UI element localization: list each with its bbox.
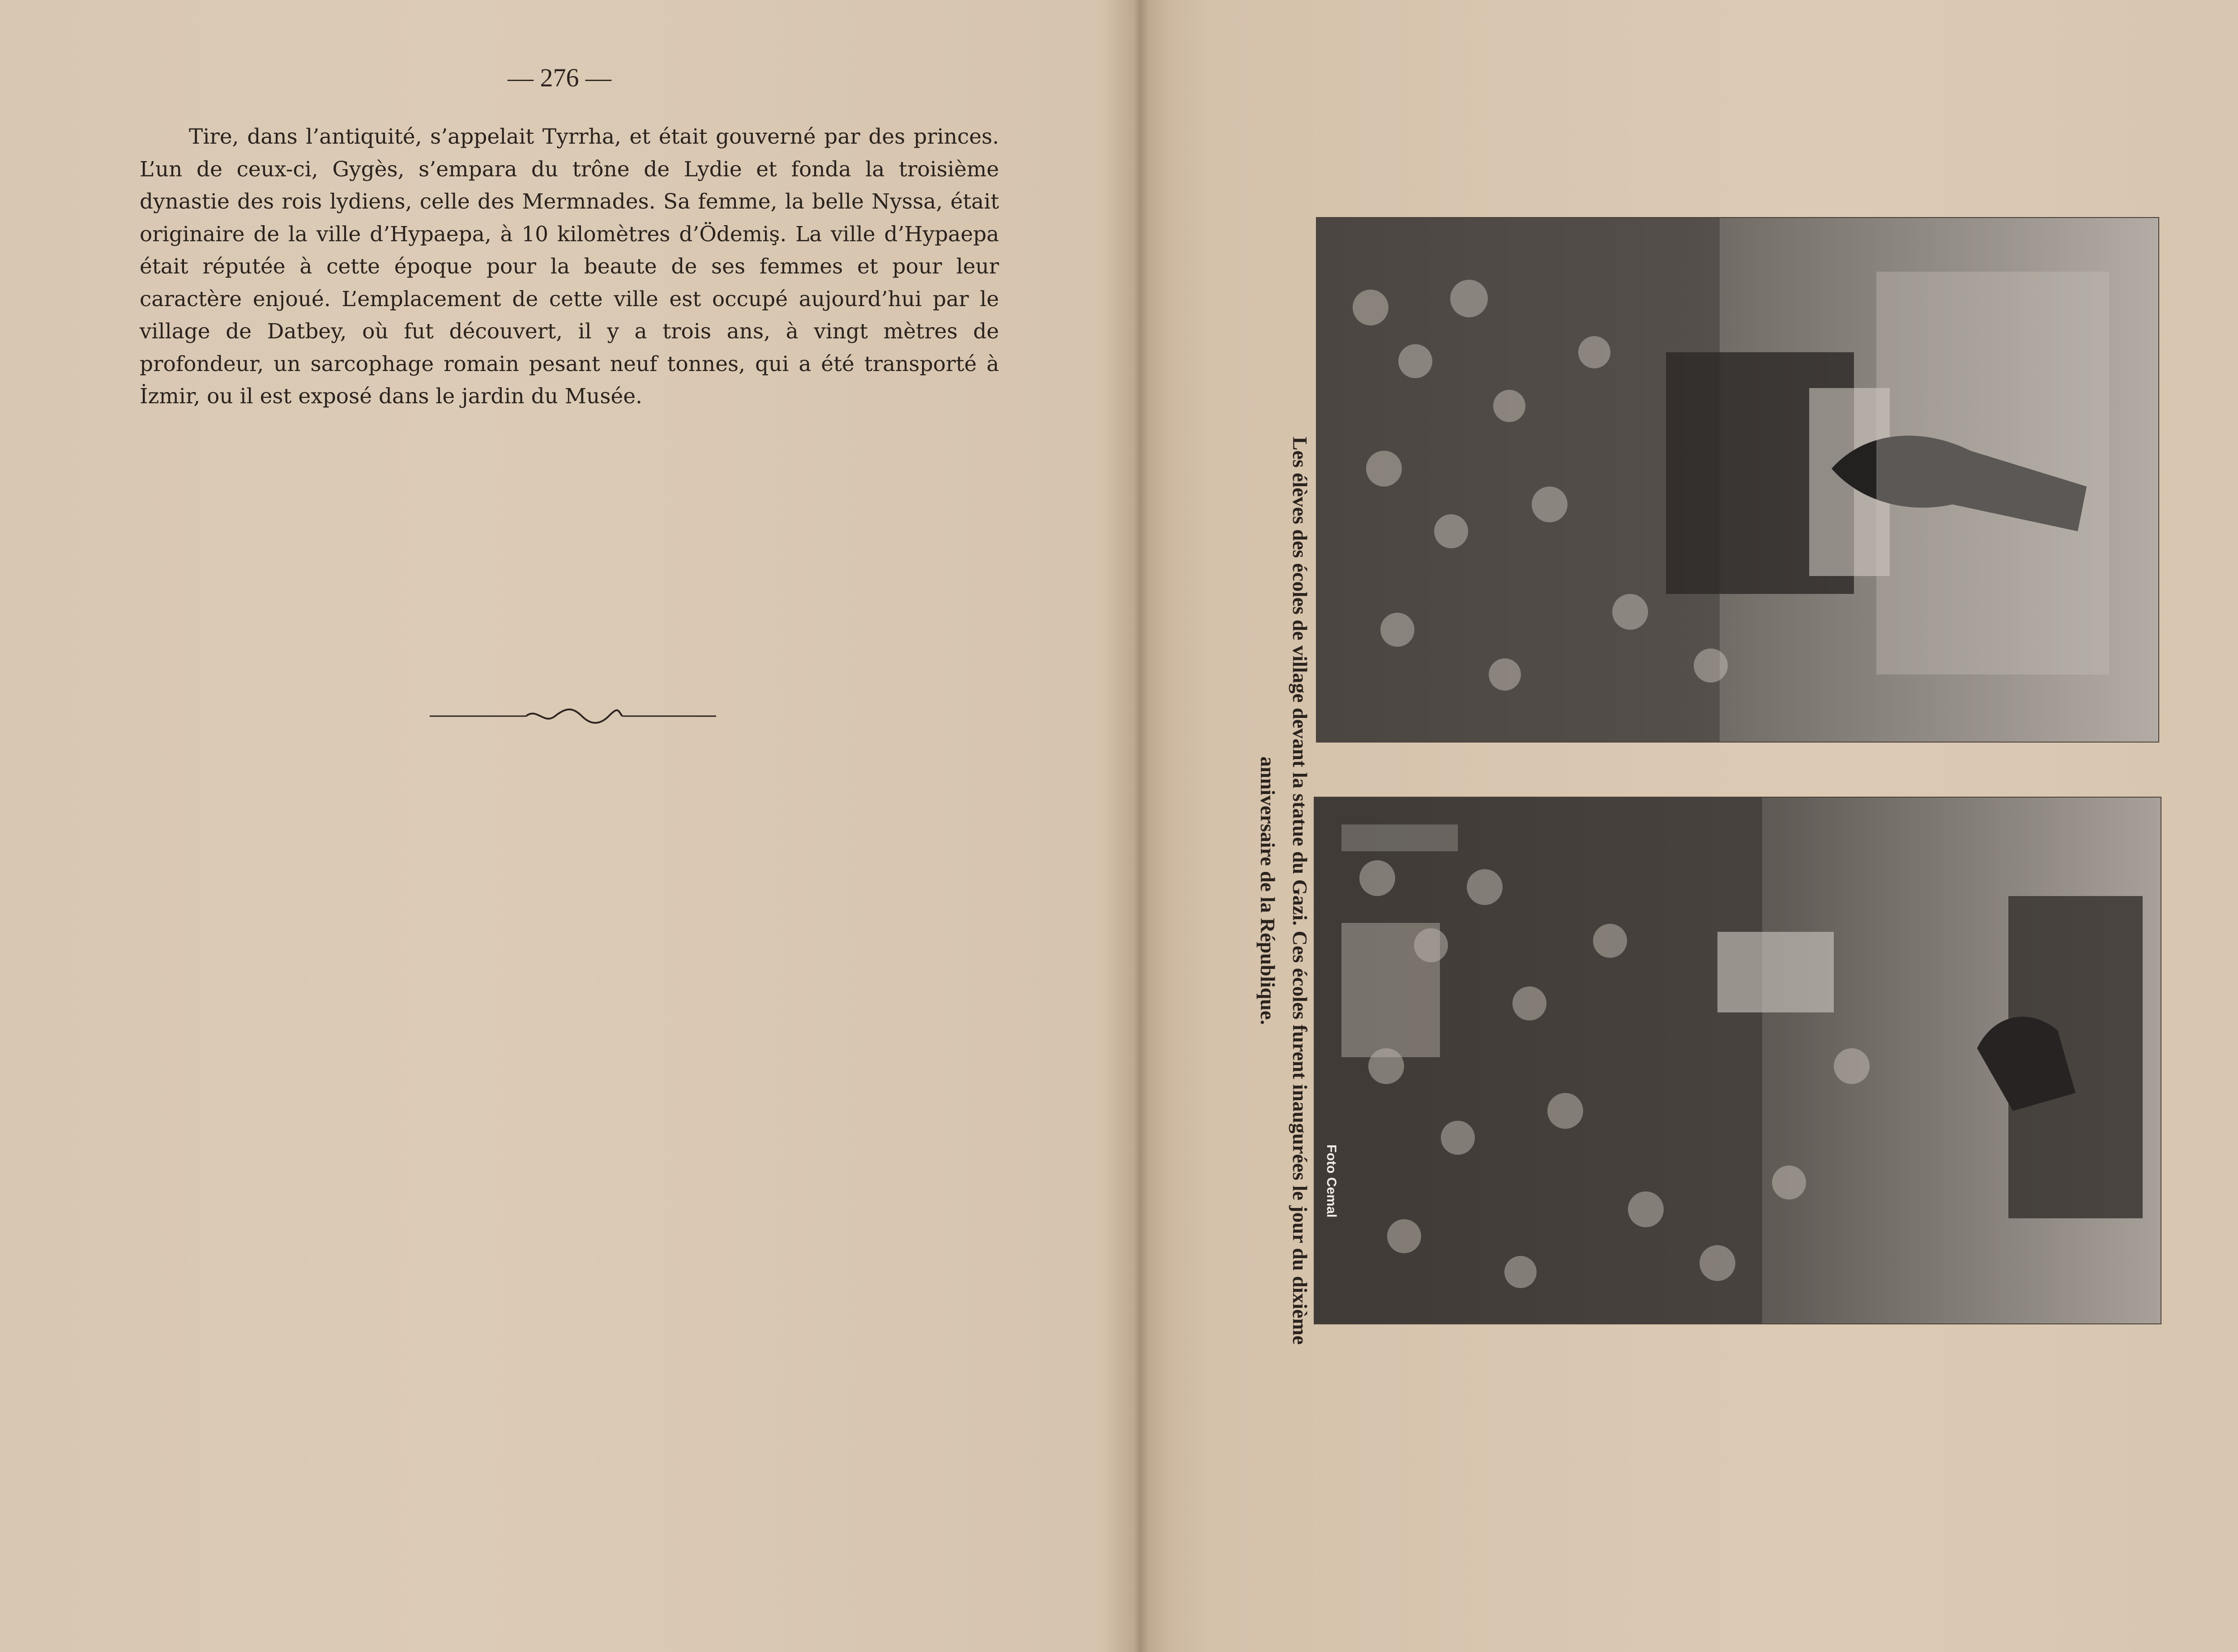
photo-credit: Foto Cemal	[1324, 1144, 1339, 1218]
ornament-divider-icon	[430, 703, 716, 730]
statue-photo-bottom	[1314, 797, 2161, 1324]
statue-photo-top-image-icon	[1317, 218, 2158, 742]
caption-container	[1235, 380, 1316, 1401]
page-number: — 276 —	[508, 63, 611, 92]
body-paragraph: Tire, dans l’antiquité, s’appelait Tyrrha, et était gouverné par des princes. L’un de ceux-ci, Gygès, s’empara du trône de Lydie et fonda la troisième dynastie des rois lydiens, celle des Mermnades. Sa femme, la belle Nyssa, était originaire de la ville d’Hypaepa, à 10 kilomètres d’Ödemiş. La ville d’Hypaepa était réputée à cette époque pour la beaute de ses femmes et pour leur caractère enjoué. L’emplacement de cette ville est occupé aujourd’hui par le village de Datbey, où fut découvert, il y a trois ans, à vingt mètres de profondeur, un sarcophage romain pesant neuf tonnes, qui a été transporté à İzmir, ou il est exposé dans le jardin du Musée.	[140, 124, 999, 409]
statue-photo-bottom-image-icon	[1315, 798, 2161, 1323]
statue-photo-top	[1316, 217, 2159, 743]
photo-caption: Les élèves des écoles de village devant la statue du Gazi. Ces écoles furent inaugurées le jour du dixième anniversaire de la République.	[1256, 436, 1311, 1345]
gutter-shadow	[1106, 0, 1168, 1652]
